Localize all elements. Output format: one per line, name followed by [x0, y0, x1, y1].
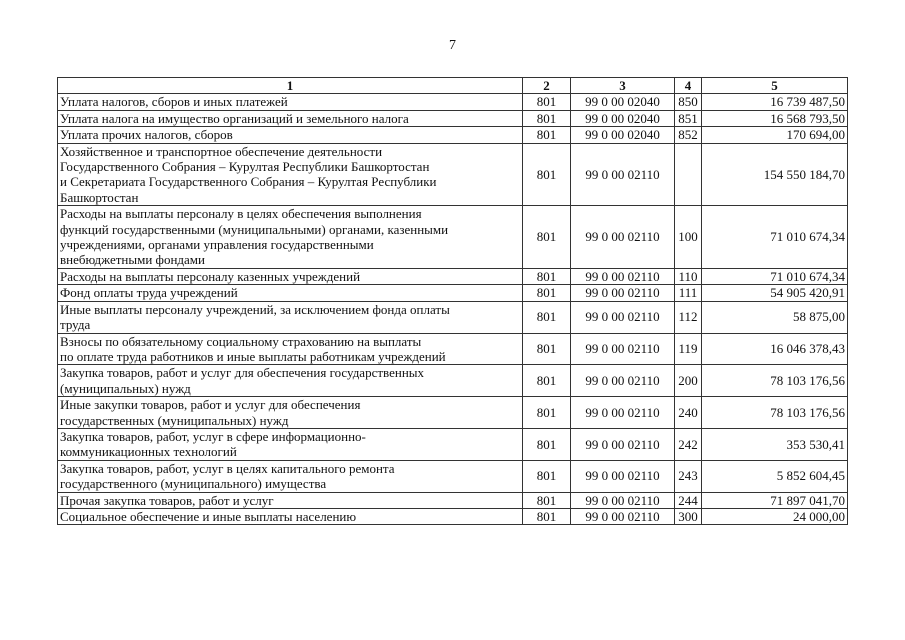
table-row — [58, 365, 848, 397]
row-code: 99 0 00 02110 — [571, 143, 675, 206]
row-amount: 78 103 176,56 — [702, 397, 848, 429]
budget-table — [57, 77, 848, 525]
row-dept: 801 — [523, 492, 571, 508]
row-dept: 801 — [523, 397, 571, 429]
row-dept: 801 — [523, 365, 571, 397]
row-type: 240 — [675, 397, 702, 429]
row-code: 99 0 00 02110 — [571, 365, 675, 397]
row-amount: 24 000,00 — [702, 508, 848, 524]
table-row — [58, 333, 848, 365]
row-type: 119 — [675, 333, 702, 365]
row-dept: 801 — [523, 94, 571, 110]
row-amount: 5 852 604,45 — [702, 460, 848, 492]
table-row — [58, 110, 848, 126]
row-amount: 71 010 674,34 — [702, 268, 848, 284]
row-dept: 801 — [523, 508, 571, 524]
table-row — [58, 492, 848, 508]
row-dept: 801 — [523, 206, 571, 269]
header-col-3: 3 — [571, 78, 675, 94]
row-type: 850 — [675, 94, 702, 110]
row-name: Фонд оплаты труда учреждений — [60, 285, 238, 301]
row-code: 99 0 00 02110 — [571, 333, 675, 365]
row-amount: 154 550 184,70 — [702, 143, 848, 206]
row-amount: 16 046 378,43 — [702, 333, 848, 365]
row-type: 111 — [675, 285, 702, 301]
row-amount: 170 694,00 — [702, 127, 848, 143]
table-row — [58, 94, 848, 110]
row-type: 244 — [675, 492, 702, 508]
row-name: Расходы на выплаты персоналу казенных учреждений — [60, 268, 361, 284]
row-type: 242 — [675, 428, 702, 460]
row-code: 99 0 00 02110 — [571, 301, 675, 333]
table-header-row — [58, 78, 848, 94]
row-amount: 353 530,41 — [702, 428, 848, 460]
row-amount: 78 103 176,56 — [702, 365, 848, 397]
row-code: 99 0 00 02110 — [571, 206, 675, 269]
row-type: 112 — [675, 301, 702, 333]
row-type: 243 — [675, 460, 702, 492]
row-amount: 71 010 674,34 — [702, 206, 848, 269]
table-row — [58, 143, 848, 206]
row-name: Социальное обеспечение и иные выплаты населению — [60, 508, 357, 524]
row-name: Закупка товаров, работ, услуг в целях капитального ремонта государственного (муниципального) имущества — [60, 460, 395, 492]
row-code: 99 0 00 02040 — [571, 94, 675, 110]
header-col-5: 5 — [702, 78, 848, 94]
row-type: 852 — [675, 127, 702, 143]
table-body — [58, 94, 848, 525]
row-type: 110 — [675, 268, 702, 284]
row-dept: 801 — [523, 428, 571, 460]
row-amount: 16 568 793,50 — [702, 110, 848, 126]
row-dept: 801 — [523, 333, 571, 365]
table-row — [58, 206, 848, 269]
row-type: 300 — [675, 508, 702, 524]
header-col-4: 4 — [675, 78, 702, 94]
page-number: 7 — [449, 38, 456, 53]
row-name: Уплата налога на имущество организаций и земельного налога — [60, 110, 409, 126]
row-name: Закупка товаров, работ, услуг в сфере информационно- коммуникационных технологий — [60, 428, 366, 460]
table-row — [58, 301, 848, 333]
table-row — [58, 127, 848, 143]
row-type: 851 — [675, 110, 702, 126]
row-name: Расходы на выплаты персоналу в целях обеспечения выполнения функций государственными (муниципальными) органами, казенными учреждениями, органами управления государственными внебюджетными фондами — [60, 206, 449, 268]
row-name: Уплата налогов, сборов и иных платежей — [60, 94, 288, 110]
table-row — [58, 397, 848, 429]
row-name: Закупка товаров, работ и услуг для обеспечения государственных (муниципальных) нужд — [60, 365, 425, 396]
row-name: Иные закупки товаров, работ и услуг для обеспечения государственных (муниципальных) нужд — [60, 397, 361, 428]
row-name: Хозяйственное и транспортное обеспечение деятельности Государственного Собрания – Курултая Республики Башкортостан и Секретариата Государственного Собрания – Курултая Республики Башкортостан — [60, 143, 437, 205]
table-row — [58, 508, 848, 524]
row-dept: 801 — [523, 127, 571, 143]
row-amount: 71 897 041,70 — [702, 492, 848, 508]
row-code: 99 0 00 02040 — [571, 110, 675, 126]
header-col-2: 2 — [523, 78, 571, 94]
row-dept: 801 — [523, 268, 571, 284]
table-row — [58, 268, 848, 284]
row-code: 99 0 00 02110 — [571, 460, 675, 492]
row-dept: 801 — [523, 460, 571, 492]
row-type: 200 — [675, 365, 702, 397]
table-row — [58, 428, 848, 460]
row-dept: 801 — [523, 285, 571, 301]
row-name: Иные выплаты персоналу учреждений, за исключением фонда оплаты труда — [60, 301, 450, 333]
header-col-1: 1 — [58, 78, 523, 94]
row-amount: 54 905 420,91 — [702, 285, 848, 301]
row-type — [675, 143, 702, 206]
row-dept: 801 — [523, 110, 571, 126]
row-code: 99 0 00 02040 — [571, 127, 675, 143]
row-dept: 801 — [523, 143, 571, 206]
row-amount: 16 739 487,50 — [702, 94, 848, 110]
row-name: Прочая закупка товаров, работ и услуг — [60, 492, 274, 508]
row-name: Взносы по обязательному социальному страхованию на выплаты по оплате труда работников и иные выплаты работникам учреждений — [60, 333, 446, 364]
row-code: 99 0 00 02110 — [571, 492, 675, 508]
row-amount: 58 875,00 — [702, 301, 848, 333]
row-code: 99 0 00 02110 — [571, 285, 675, 301]
row-code: 99 0 00 02110 — [571, 268, 675, 284]
row-code: 99 0 00 02110 — [571, 397, 675, 429]
table-row — [58, 460, 848, 492]
table-row — [58, 285, 848, 301]
row-code: 99 0 00 02110 — [571, 508, 675, 524]
row-code: 99 0 00 02110 — [571, 428, 675, 460]
row-name: Уплата прочих налогов, сборов — [60, 127, 233, 143]
row-type: 100 — [675, 206, 702, 269]
row-dept: 801 — [523, 301, 571, 333]
